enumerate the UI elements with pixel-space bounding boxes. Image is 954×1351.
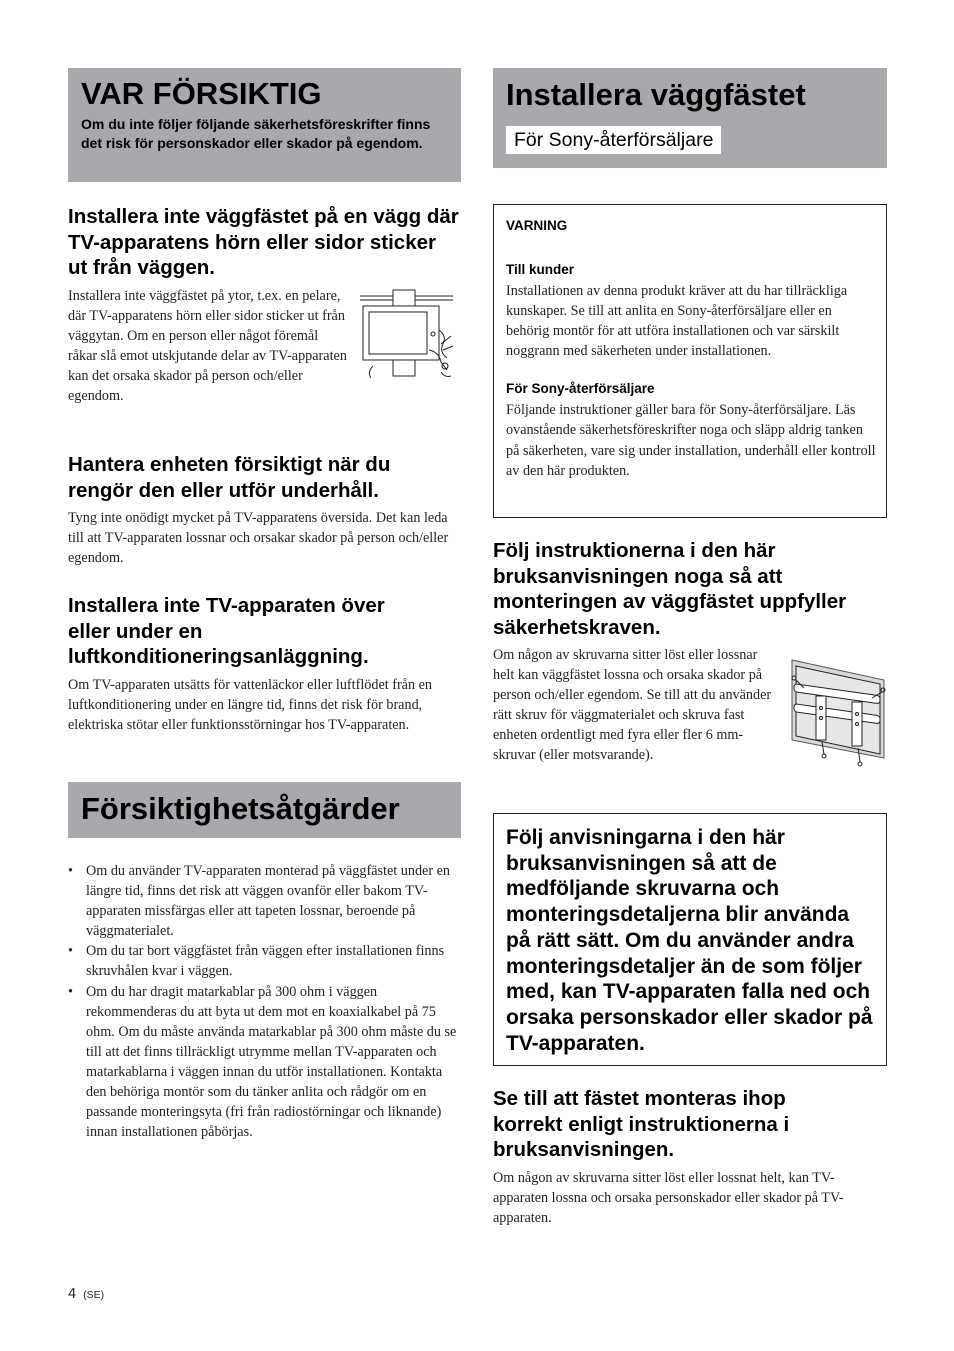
section-heading: Installera inte väggfästet på en vägg där TV-apparatens hörn eller sidor sticker ut från väggen. xyxy=(68,205,459,279)
precautions-list xyxy=(68,861,461,1142)
page-number: 4 xyxy=(68,1286,77,1302)
wall-bracket-icon xyxy=(782,658,886,770)
caution-banner xyxy=(68,68,461,182)
section-heading: Följ instruktionerna i den här bruksanvisningen noga så att monteringen av väggfästet uppfyller säkerhetskraven. xyxy=(493,539,847,639)
dealers-body: Följande instruktioner gäller bara för Sony-återförsäljare. Läs ovanstående säkerhetsföreskrifter noga och släpp aldrig tanken på säkerheten, vare sig under installation, underhåll eller kontroll av den här produkten. xyxy=(506,402,876,479)
section-body: Om någon av skruvarna sitter löst eller lossnar helt kan väggfästet lossna och orsaka skador på person och/eller egendom. Se till att du använder rätt skruv för väggmaterialet och skruva fast enheten ordentligt med fyra eller fler 6 mm-skruvar (eller motsvarande). xyxy=(493,647,772,764)
install-banner xyxy=(493,68,887,168)
caution-intro: Om du inte följer följande säkerhetsföreskrifter finns det risk för personskador eller skador på egendom. xyxy=(81,116,431,152)
section-body: Installera inte väggfästet på ytor, t.ex. en pelare, där TV-apparatens hörn eller sidor sticker ut från väggytan. Om en person eller något föremål råkar slå emot utskjutande delar av TV-apparaten kan det orsaka skador på person och/eller egendom. xyxy=(68,287,347,404)
notice-text: Följ anvisningarna i den här bruksanvisningen så att de medföljande skruvarna och monteringsdetaljerna blir använda på rätt sätt. Om du använder andra monteringsdetaljer än de som följer med, kan TV-apparaten falla ned och orsaka personskador eller skador på TV-apparaten. xyxy=(506,826,873,1055)
section-air-conditioner xyxy=(68,593,461,735)
list-item: • Om du tar bort väggfästet från väggen efter installationen finns skruvhålen kvar i väggen. xyxy=(68,941,461,981)
section-body: Om någon av skruvarna sitter löst eller lossnat helt, kan TV-apparaten lossna och orsaka personskador eller skador på TV-apparaten. xyxy=(493,1169,844,1226)
precautions-title: Försiktighetsåtgärder xyxy=(81,791,400,826)
page-footer xyxy=(68,1285,104,1307)
precautions-banner xyxy=(68,782,461,838)
section-assemble xyxy=(493,1086,887,1228)
page-lang: (SE) xyxy=(83,1289,105,1301)
customers-body: Installationen av denna produkt kräver att du har tillräckliga kunskaper. Se till att anlita en Sony-återförsäljare eller en behörig montör för att utföra installationen och var särskilt noggrann med säkerheten under installationen. xyxy=(506,283,848,360)
section-maintenance xyxy=(68,452,461,568)
list-item: • Om du använder TV-apparaten monterad på väggfästet under en längre tid, finns det risk att väggen ovanför eller bakom TV-apparaten missfärgas eller att tapeten lossnar, beroende på väggmaterialet. xyxy=(68,861,461,941)
caution-title: VAR FÖRSIKTIG xyxy=(81,76,322,111)
warning-label: VARNING xyxy=(506,218,568,233)
section-body: Tyng inte onödigt mycket på TV-apparatens översida. Det kan leda till att TV-apparaten lossnar och orsakar skador på person och/eller egendom. xyxy=(68,510,449,567)
customers-heading: Till kunder xyxy=(506,262,575,277)
list-item: • Om du har dragit matarkablar på 300 ohm i väggen rekommenderas du att byta ut dem mot en koaxialkabel på 75 ohm. Om du måste använda matarkablar på 300 ohm måste du se till att det finns tillräckligt utrymme mellan TV-apparaten och matarkablarna i väggen innan du utför installationen. Kontakta den behöriga montör som du tänker anlita och rådgör om en passande monteringsyta (fri från radiostörningar och liknande) innan installationen påbörjas. xyxy=(68,982,461,1143)
install-subtitle: För Sony-återförsäljare xyxy=(514,129,714,151)
section-heading: Se till att fästet monteras ihop korrekt enligt instruktionerna i bruksanvisningen. xyxy=(493,1087,790,1161)
install-subtitle-tag xyxy=(506,126,721,154)
warning-box xyxy=(493,204,887,518)
dealers-heading: För Sony-återförsäljare xyxy=(506,381,655,397)
section-heading: Installera inte TV-apparaten över eller under en luftkonditioneringsanläggning. xyxy=(68,594,385,668)
section-body: Om TV-apparaten utsätts för vattenläckor eller luftflödet från en luftkonditionering under en längre tid, finns det risk för brand, elektriska stötar eller funktionsstörningar hos TV-apparaten. xyxy=(68,676,433,733)
tv-on-pillar-icon xyxy=(355,286,457,382)
install-title: Installera väggfästet xyxy=(506,77,806,112)
notice-box xyxy=(493,813,887,1066)
section-heading: Hantera enheten försiktigt när du rengör den eller utför underhåll. xyxy=(68,453,391,502)
